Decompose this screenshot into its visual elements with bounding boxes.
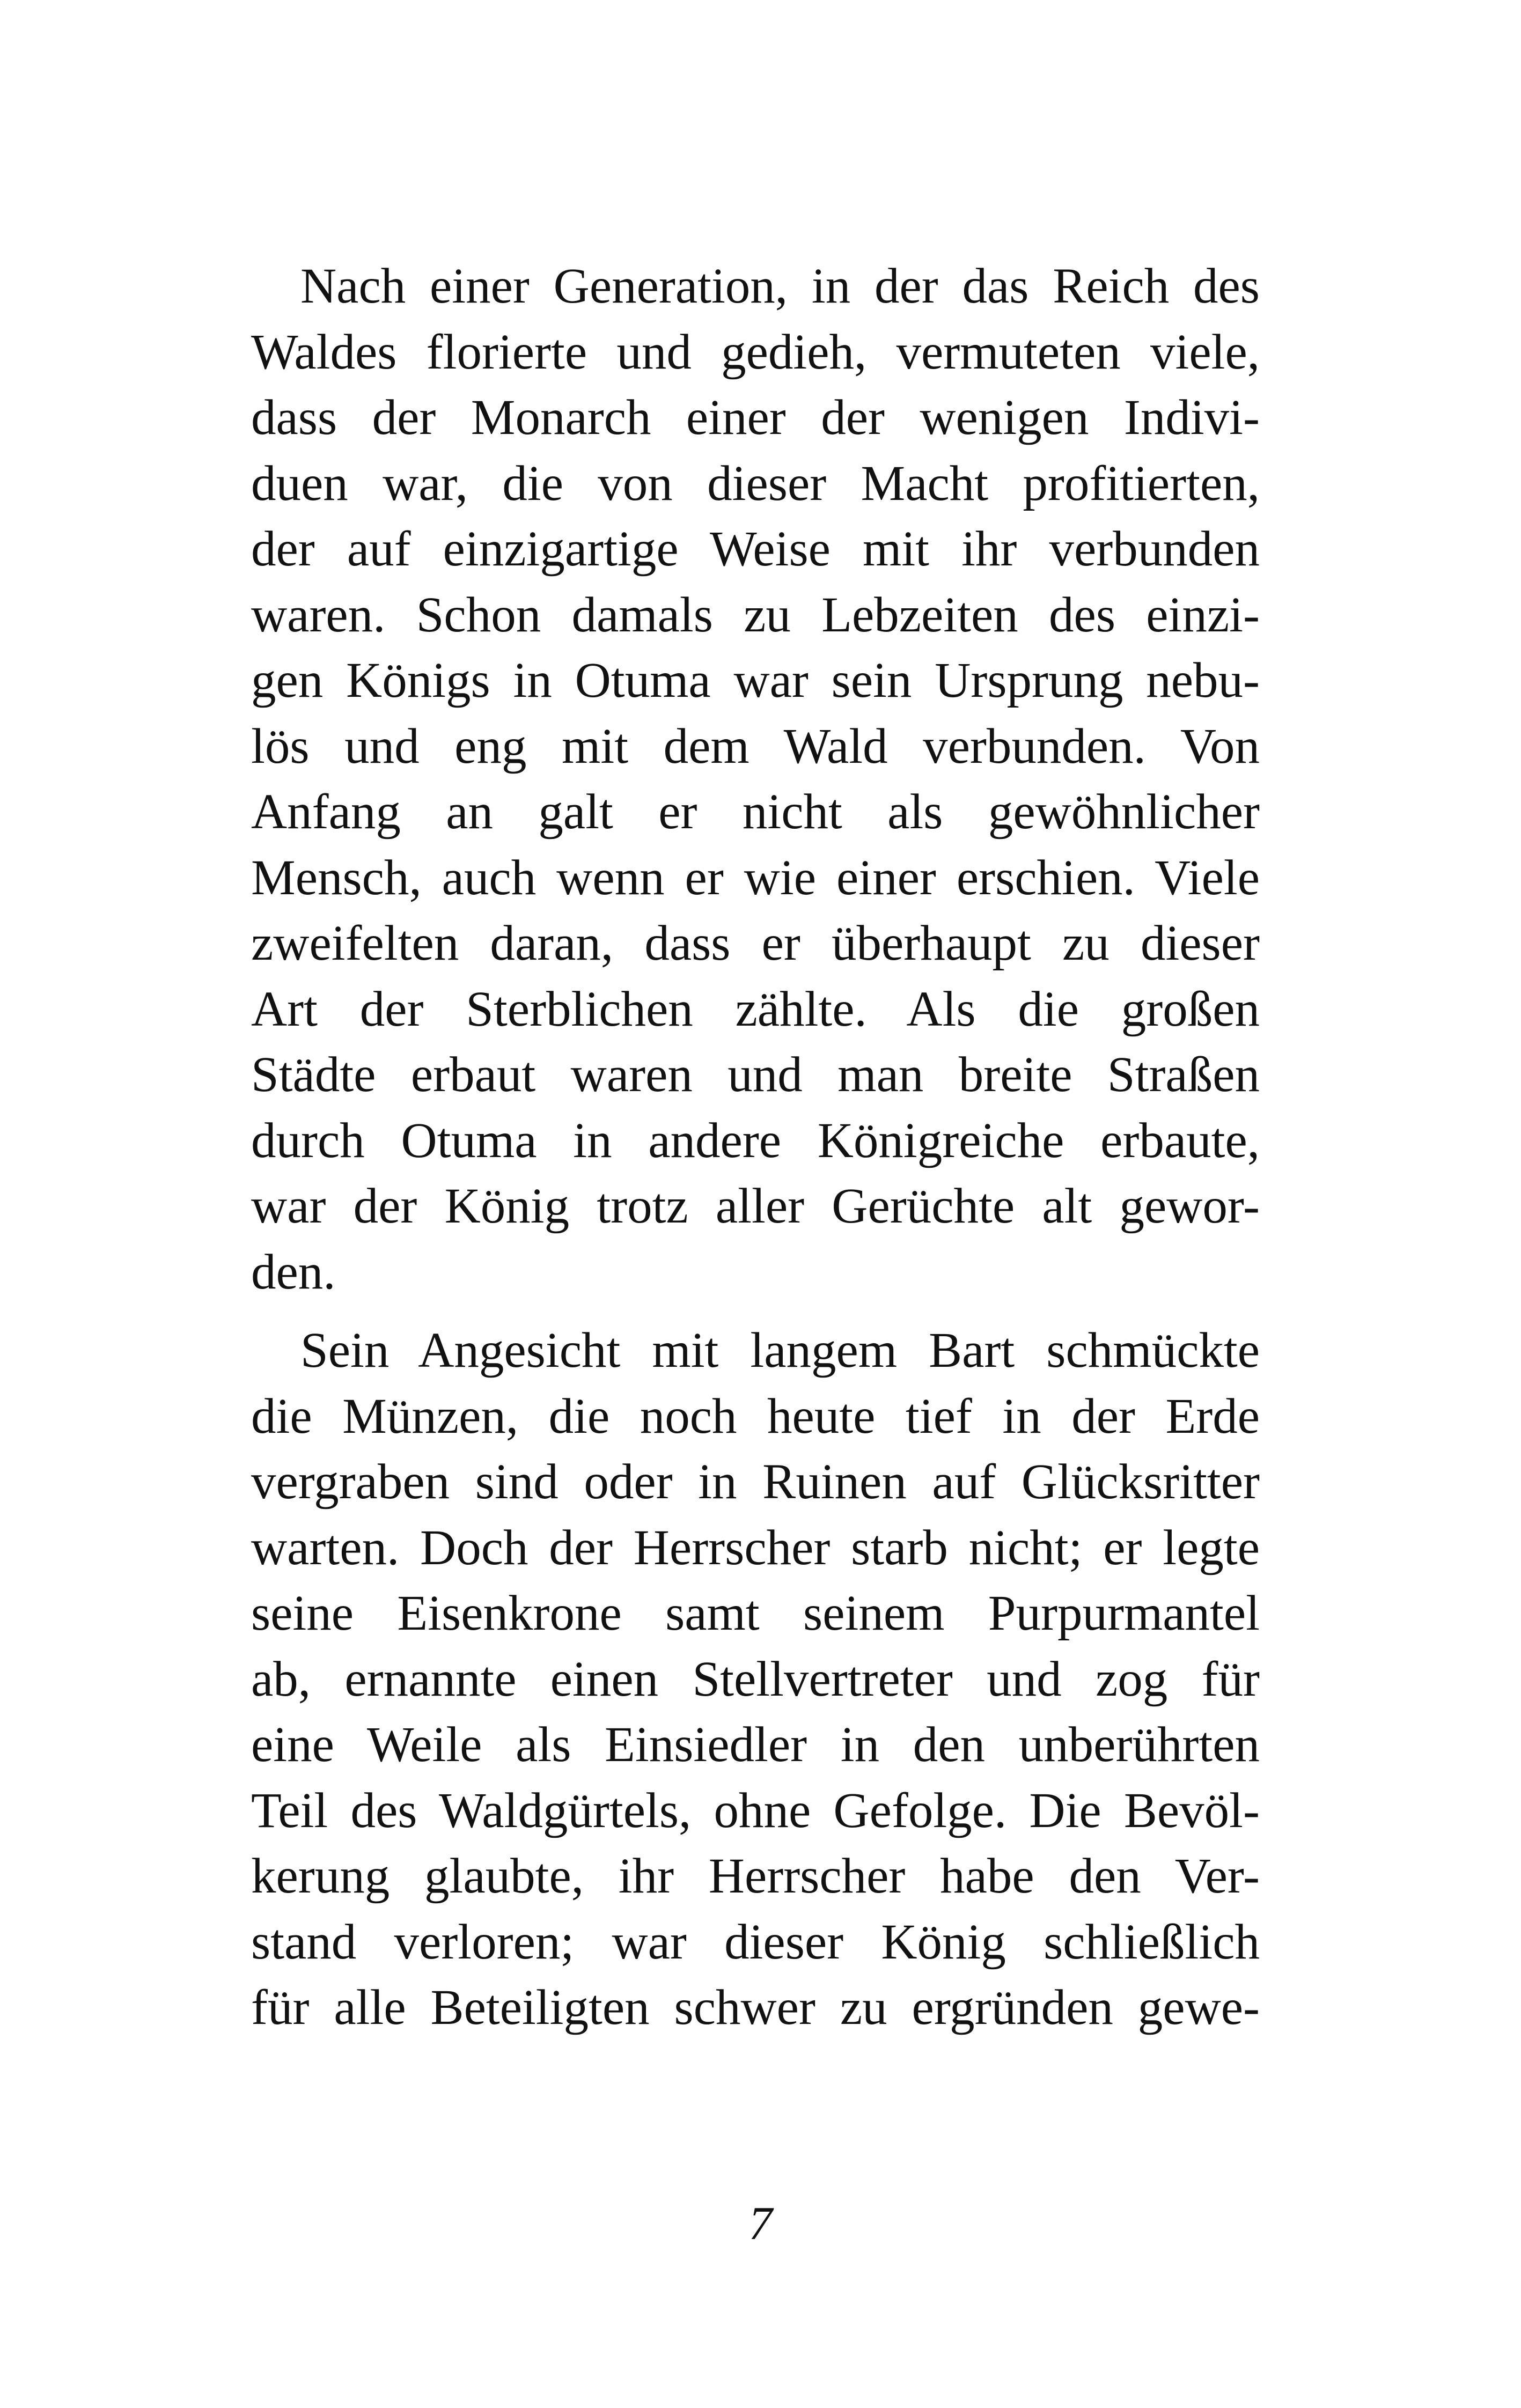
text-line: warten. Doch der Herrscher starb nicht; er legte [251, 1520, 1260, 1575]
text-line: kerung glaubte, ihr Herrscher habe den Ver- [251, 1849, 1260, 1904]
text-line: Art der Sterblichen zählte. Als die großen [251, 981, 1260, 1037]
text-line: für alle Beteiligten schwer zu ergründen gewe- [251, 1980, 1260, 2035]
paragraph-2 [251, 1318, 1260, 2041]
text-line: eine Weile als Einsiedler in den unberührten [251, 1717, 1260, 1772]
text-line: durch Otuma in andere Königreiche erbaute, [251, 1113, 1260, 1168]
body-text [251, 254, 1260, 2041]
page-number: 7 [748, 2198, 773, 2250]
text-line: der auf einzigartige Weise mit ihr verbunden [251, 521, 1260, 577]
text-line: stand verloren; war dieser König schließlich [251, 1914, 1260, 1970]
text-line: Waldes florierte und gedieh, vermuteten viele, [251, 324, 1260, 380]
text-line: gen Königs in Otuma war sein Ursprung nebu- [251, 653, 1260, 708]
text-line: duen war, die von dieser Macht profitierten, [251, 455, 1260, 511]
text-line: waren. Schon damals zu Lebzeiten des einzi- [251, 587, 1260, 643]
paragraph-gap [251, 1305, 1260, 1318]
text-line: ab, ernannte einen Stellvertreter und zog für [251, 1651, 1260, 1707]
text-line: war der König trotz aller Gerüchte alt gewor- [251, 1179, 1260, 1234]
text-line: Anfang an galt er nicht als gewöhnlicher [251, 784, 1260, 840]
text-line: lös und eng mit dem Wald verbunden. Von [251, 718, 1260, 774]
text-line: die Münzen, die noch heute tief in der Erde [251, 1388, 1260, 1444]
text-line: dass der Monarch einer der wenigen Indivi- [251, 390, 1260, 445]
text-line: den. [251, 1244, 336, 1300]
text-line: vergraben sind oder in Ruinen auf Glücksritter [251, 1454, 1260, 1509]
text-line: Nach einer Generation, in der das Reich des [300, 259, 1260, 314]
text-line: zweifelten daran, dass er überhaupt zu dieser [251, 916, 1260, 971]
text-line: Teil des Waldgürtels, ohne Gefolge. Die Bevöl- [251, 1783, 1260, 1838]
text-line: Mensch, auch wenn er wie einer erschien. Viele [251, 850, 1260, 905]
text-line: seine Eisenkrone samt seinem Purpurmantel [251, 1586, 1260, 1641]
text-line: Städte erbaut waren und man breite Straßen [251, 1047, 1260, 1102]
text-line: Sein Angesicht mit langem Bart schmückte [300, 1323, 1260, 1378]
paragraph-1 [251, 254, 1260, 1305]
